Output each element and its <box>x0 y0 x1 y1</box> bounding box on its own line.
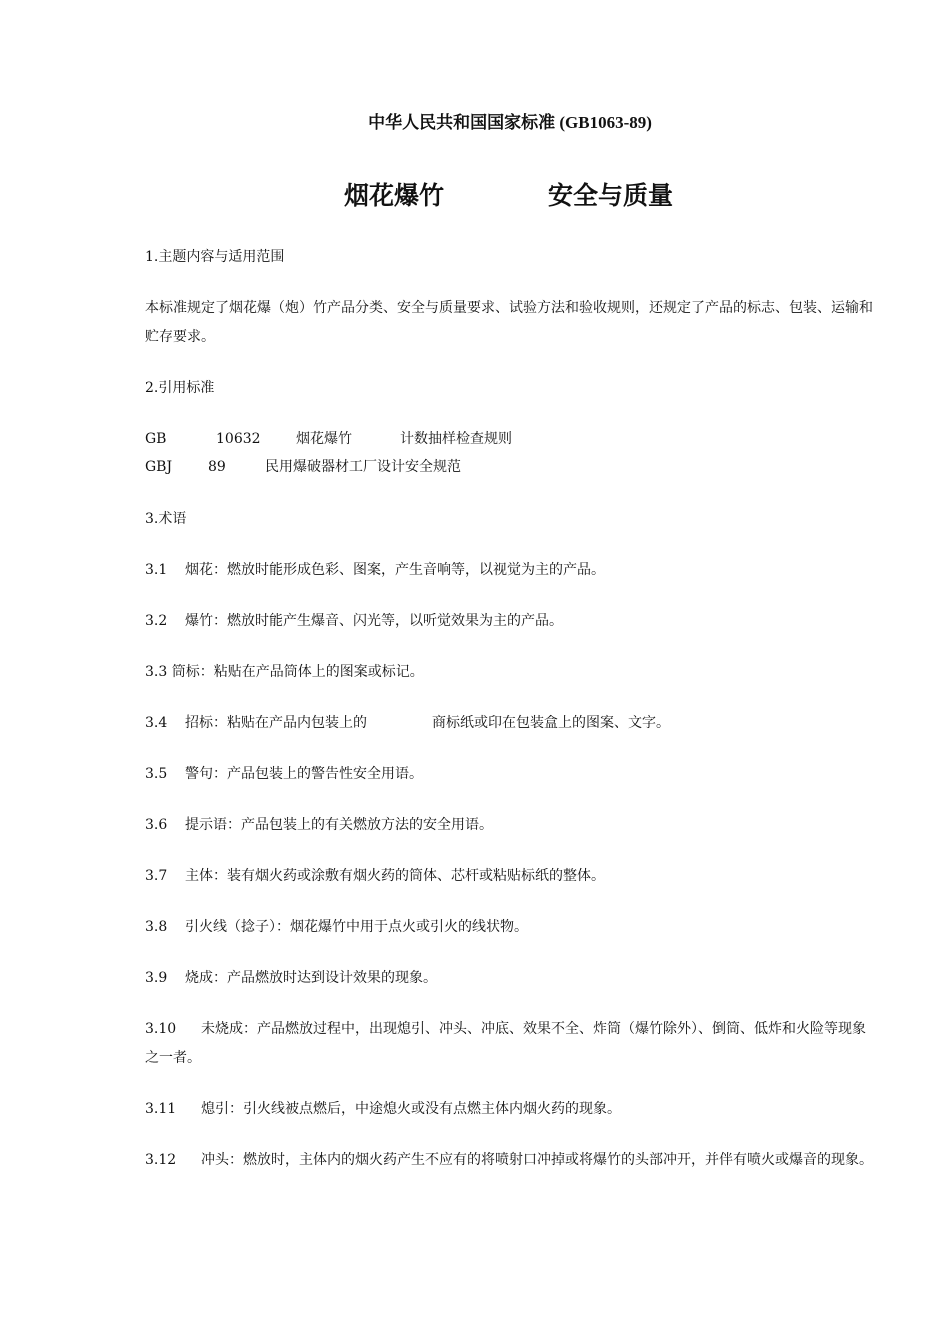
term-number: 3.6 <box>145 817 168 833</box>
term-3-4 <box>145 709 875 738</box>
section-2-heading: 2.引用标准 <box>145 380 215 396</box>
section-1-heading: 1.主题内容与适用范围 <box>145 249 285 265</box>
section-3-heading: 3.术语 <box>145 511 187 527</box>
term-text: 提示语：产品包装上的有关燃放方法的安全用语。 <box>185 817 493 833</box>
term-number: 3.10 <box>145 1021 177 1037</box>
term-3-11 <box>145 1095 875 1124</box>
term-number: 3.5 <box>145 766 168 782</box>
term-3-9 <box>145 964 875 993</box>
standard-line: 中华人民共和国国家标准 (GB1063-89) <box>368 113 652 132</box>
term-text: 烟花：燃放时能形成色彩、图案，产生音响等，以视觉为主的产品。 <box>185 562 605 578</box>
term-3-8 <box>145 913 875 942</box>
term-text: 引火线（捻子）：烟花爆竹中用于点火或引火的线状物。 <box>185 919 528 935</box>
term-3-5 <box>145 760 875 789</box>
term-3-6 <box>145 811 875 840</box>
document-title <box>344 176 674 212</box>
ref1-number: 10632 <box>216 431 261 447</box>
reference-2 <box>145 453 875 482</box>
title-part-2: 安全与质量 <box>548 181 674 210</box>
ref2-description: 民用爆破器材工厂设计安全规范 <box>265 459 461 475</box>
ref1-description: 计数抽样检查规则 <box>400 431 512 447</box>
title-part-1: 烟花爆竹 <box>344 181 445 210</box>
term-number: 3.12 <box>145 1152 177 1168</box>
term-number: 3.4 <box>145 715 168 731</box>
ref1-code: GB <box>145 431 167 447</box>
reference-1 <box>145 425 875 454</box>
term-3-1 <box>145 556 875 585</box>
term-3-2 <box>145 607 875 636</box>
term-number: 3.1 <box>145 562 168 578</box>
term-number: 3.8 <box>145 919 168 935</box>
term-text-b: 商标纸或印在包装盒上的图案、文字。 <box>432 715 670 731</box>
term-3-3: 3.3 筒标：粘贴在产品筒体上的图案或标记。 <box>145 664 424 680</box>
term-text: 冲头：燃放时，主体内的烟火药产生不应有的将喷射口冲掉或将爆竹的头部冲开，并伴有喷火或爆音的现象。 <box>201 1152 873 1168</box>
term-text: 未烧成：产品燃放过程中，出现熄引、冲头、冲底、效果不全、炸筒（爆竹除外）、倒筒、低炸和火险等现象之一者。 <box>145 1021 866 1066</box>
term-number: 3.2 <box>145 613 168 629</box>
term-text: 爆竹：燃放时能产生爆音、闪光等，以听觉效果为主的产品。 <box>185 613 563 629</box>
term-3-7 <box>145 862 875 891</box>
term-3-12 <box>145 1146 875 1175</box>
term-3-10 <box>145 1015 875 1073</box>
ref2-number: 89 <box>208 459 226 475</box>
section-1-body: 本标准规定了烟花爆（炮）竹产品分类、安全与质量要求、试验方法和验收规则，还规定了产品的标志、包装、运输和贮存要求。 <box>145 300 873 345</box>
term-number: 3.11 <box>145 1101 177 1117</box>
term-text: 主体：装有烟火药或涂敷有烟火药的筒体、芯杆或粘贴标纸的整体。 <box>185 868 605 884</box>
term-text: 警句：产品包装上的警告性安全用语。 <box>185 766 423 782</box>
term-text: 烧成：产品燃放时达到设计效果的现象。 <box>185 970 437 986</box>
term-number: 3.7 <box>145 868 168 884</box>
ref1-name: 烟花爆竹 <box>296 431 352 447</box>
term-text-a: 招标：粘贴在产品内包装上的 <box>185 715 367 731</box>
term-text: 熄引：引火线被点燃后，中途熄火或没有点燃主体内烟火药的现象。 <box>201 1101 621 1117</box>
term-number: 3.9 <box>145 970 168 986</box>
ref2-code: GBJ <box>145 459 173 475</box>
